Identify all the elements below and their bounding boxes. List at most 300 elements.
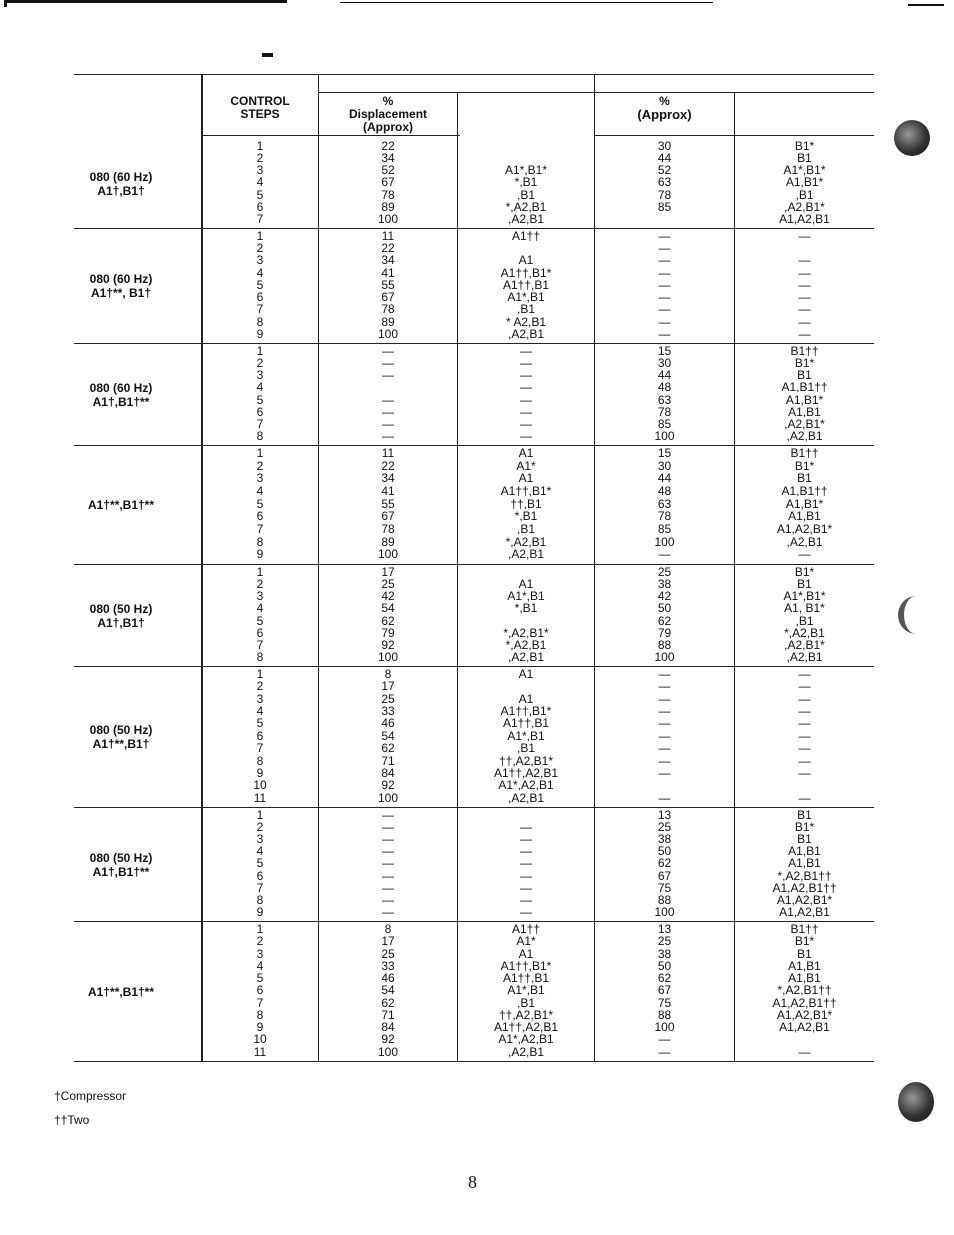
table-cell: A1* [516,934,536,949]
compressors-2-col [735,923,874,1058]
displacement-1-col [319,230,457,340]
table-cell: — [798,704,811,719]
table-cell: A1* [516,458,536,473]
group-separator [74,921,874,922]
table-cell: — [382,892,394,907]
table-cell: — [658,265,671,280]
compressors-2-col [735,140,874,225]
table-cell: 54 [381,601,395,616]
compressors-2-col [735,230,874,340]
table-cell: 11 [381,229,395,243]
table-cell: 2 [256,820,264,835]
table-cell: 7 [256,521,264,536]
table-cell: — [798,716,811,731]
table-cell: 34 [381,151,395,166]
group-separator [74,228,874,229]
table-cell: A1*,B1 [507,983,545,998]
steps-col [203,345,317,442]
table-cell: 22 [381,241,395,256]
table-cell: A1,B1 [788,844,821,859]
table-cell: 10 [253,778,267,793]
compressors-1-col [458,668,594,804]
table-cell: 17 [381,679,395,694]
table-cell: A1,B1 [788,958,821,973]
table-cell: 46 [381,716,395,731]
table-cell: A1*,B1 [507,728,545,743]
table-cell: 5 [256,187,264,202]
header-control-steps: CONTROL STEPS [230,94,290,121]
table-cell: 55 [381,496,395,511]
table-cell: 62 [381,741,395,756]
table-cell: 89 [381,199,395,214]
table-cell: — [382,832,394,847]
table-cell: 1 [256,344,264,358]
steps-col [203,566,317,663]
group-separator [74,564,874,565]
table-cell: 9 [256,326,264,341]
table-cell: 44 [657,368,672,383]
table-cell: 1 [256,446,264,460]
table-cell: 100 [654,649,675,664]
table-cell: 6 [256,728,264,743]
table-cell: — [798,765,811,780]
steps-col [203,447,317,561]
table-cell: 67 [381,509,395,524]
displacement-2-col [595,447,734,561]
table-cell: 4 [256,483,264,498]
table-cell: — [382,344,394,358]
table-cell: — [382,844,394,859]
unit-label-line: A1†,B1† [97,183,145,198]
table-cell: A1††,A2,B1 [493,765,559,780]
table-cell: A1, B1* [784,601,825,616]
table-cell: 50 [657,958,672,973]
table-cell: ,B1 [516,302,535,317]
table-cell: A1†† [511,229,541,243]
table-cell: *,A2,B1 [784,625,825,640]
table-cell: 78 [381,187,395,202]
table-cell: 41 [381,483,395,498]
table-cell: *,B1 [514,175,538,190]
table-cell: 85 [657,199,672,214]
table-cell [458,140,594,152]
table-cell: 75 [657,995,672,1010]
table-cell: 100 [377,326,399,341]
unit-label-line: 080 (60 Hz) [89,169,153,184]
table-cell: 11 [253,790,267,805]
table-cell: *,A2,B1 [505,534,547,549]
table-cell: 71 [381,753,395,768]
table-cell: 7 [256,416,264,431]
table-cell: A1,A2,B1 [779,211,830,226]
table-cell: — [520,880,532,895]
table-cell [735,1033,874,1045]
table-cell: A1††,B1 [502,277,550,292]
displacement-1-col [319,345,457,442]
table-cell: 78 [657,509,672,524]
table-cell: A1††,B1* [500,265,552,280]
table-cell: B1* [794,139,815,153]
table-cell: A1,B1 [788,509,821,524]
table-cell: 13 [657,922,672,936]
unit-label-line: 080 (50 Hz) [89,723,153,737]
table-cell: 13 [657,808,672,822]
table-top-rule [74,74,874,75]
table-cell: — [798,667,811,681]
table-cell: ††,B1 [510,496,542,511]
table-cell: B1†† [790,922,819,936]
table-cell: 8 [256,649,264,664]
table-cell: 2 [256,679,264,694]
unit-label-line: 080 (50 Hz) [89,850,153,865]
table-cell: 3 [256,163,264,178]
table-cell: — [658,229,671,243]
displacement-2-col [595,923,734,1058]
table-cell: — [520,380,532,395]
displacement-1-col [319,809,457,918]
table-cell: 7 [256,741,264,756]
table-cell: 92 [381,1032,395,1047]
table-cell: 6 [256,625,264,640]
unit-label-line: A1†,B1† [97,615,145,630]
table-cell: 100 [654,1020,675,1035]
table-cell: 9 [256,547,264,562]
table-cell: 52 [657,163,672,178]
table-cell: — [382,904,394,919]
table-cell: 44 [657,151,672,166]
table-cell: 17 [381,565,395,579]
table-cell: A1,A2,B1* [776,1007,833,1022]
table-cell: A1,A2,B1* [776,892,833,907]
table-cell: — [520,392,532,407]
group-separator [74,343,874,344]
table-cell: 62 [657,856,672,871]
table-cell: — [798,547,811,562]
table-cell: 46 [381,971,395,986]
header-sub-rule [318,92,874,93]
page-number: 8 [468,1172,477,1192]
table-cell: 62 [657,971,672,986]
table-cell: — [658,716,671,731]
table-cell: A1††,A2,B1 [493,1020,559,1035]
table-cell: ,A2,B1 [507,211,545,226]
table-cell: 8 [384,667,392,681]
table-cell: 67 [657,868,672,883]
table-cell: 79 [657,625,672,640]
unit-label [46,498,196,512]
table-cell: 3 [256,832,264,847]
table-cell: — [658,679,671,694]
table-cell: — [382,392,394,407]
binder-hole-mark [898,596,934,634]
binder-hole-mark [894,120,930,156]
table-cell: 54 [381,983,395,998]
table-cell: 2 [256,577,264,592]
table-cell: B1†† [790,344,819,358]
table-cell: 4 [256,265,264,280]
table-cell: 3 [256,253,264,268]
top-rule-corner [4,0,7,7]
table-cell: 100 [377,547,399,562]
table-cell: 4 [256,704,264,719]
table-cell: A1,B1* [785,496,824,511]
table-cell: A1,A2,B1 [779,904,830,919]
table-cell: B1* [794,356,815,371]
table-cell: 22 [381,458,395,473]
displacement-2-col [595,566,734,663]
table-cell: 5 [256,392,264,407]
unit-label-line: 080 (50 Hz) [89,601,153,616]
table-cell: 33 [381,704,395,719]
table-cell: 75 [657,880,672,895]
table-cell: B1 [797,368,812,383]
table-cell: 78 [381,521,395,536]
table-cell: A1,A2,B1* [776,521,833,536]
table-cell: B1* [794,820,815,835]
displacement-2-col [595,668,734,804]
table-cell: 88 [657,637,672,652]
compressors-1-col [458,345,594,442]
group-separator [74,1061,874,1062]
compressors-2-col [735,566,874,663]
unit-label-line: A1†**, B1† [90,286,152,300]
unit-label [46,602,196,630]
table-cell: 42 [381,589,395,604]
table-cell: ,A2,B1 [507,1044,545,1059]
table-cell: 41 [381,265,395,280]
table-cell: — [382,404,394,419]
table-cell: ,A2,B1 [507,790,545,805]
table-cell: 33 [381,958,395,973]
table-cell: 100 [377,649,399,664]
table-cell: 7 [256,211,264,226]
table-cell: A1*,A2,B1 [498,778,554,793]
table-cell: A1,B1 [788,856,821,871]
table-cell: 100 [377,211,399,226]
table-cell: 62 [657,613,672,628]
table-cell: 2 [256,356,264,371]
table-cell: — [658,314,671,329]
table-cell: ,A2,B1 [507,326,545,341]
unit-label [46,272,196,300]
table-cell: 7 [256,995,264,1010]
table-cell: 100 [654,428,675,443]
unit-label-line: 080 (60 Hz) [89,380,153,395]
compressors-1-col [458,809,594,918]
table-cell: 5 [256,277,264,292]
footnote-two: ††Two [54,1113,90,1127]
table-cell: A1,B1†† [781,483,828,498]
table-cell: 5 [256,716,264,731]
table-cell: 11 [253,1044,267,1059]
table-cell: 30 [657,458,672,473]
table-cell: ††,A2,B1* [498,1007,554,1022]
compressors-2-col [735,809,874,918]
table-cell: 34 [381,253,395,268]
table-cell: 85 [657,521,672,536]
table-cell: — [382,856,394,871]
table-cell: 2 [256,241,264,256]
table-cell: 67 [381,175,395,190]
displacement-1-col [319,566,457,663]
table-cell: 17 [381,934,395,949]
table-cell: 63 [657,496,672,511]
table-cell: 78 [657,187,672,202]
unit-label [46,170,196,198]
table-cell: 89 [381,314,395,329]
table-cell: 9 [256,765,264,780]
table-cell: 3 [256,471,264,486]
table-cell: — [520,428,532,443]
displacement-2-col [595,140,734,225]
table-cell: B1 [797,832,812,847]
table-cell [458,615,594,627]
table-cell: A1 [518,946,534,961]
table-cell: 38 [657,832,672,847]
table-cell: 100 [377,790,399,805]
steps-col [203,140,317,225]
table-cell: 8 [256,314,264,329]
table-cell: A1†† [511,922,541,936]
unit-label-line: A1†,B1†** [92,394,150,409]
table-cell: 8 [384,922,392,936]
top-rule-left [4,0,287,3]
table-cell: 1 [256,667,264,681]
table-cell: 3 [256,589,264,604]
table-cell: ,B1 [516,995,535,1010]
table-cell: — [520,344,532,358]
unit-label-line: A1†**,B1†** [87,984,155,999]
binder-hole-mark [898,1082,934,1122]
table-cell: 6 [256,509,264,524]
unit-label-line: A1†**,B1† [92,737,150,751]
table-cell: 11 [381,446,395,460]
table-cell: 15 [657,446,672,460]
header-bottom-rule [202,135,460,136]
table-cell: — [798,277,811,292]
table-cell: — [798,741,811,756]
table-cell: ,B1 [795,613,814,628]
table-cell: 100 [377,1044,399,1059]
table-cell: — [798,753,811,768]
table-cell: 7 [256,880,264,895]
table-cell: 5 [256,856,264,871]
table-cell: 4 [256,601,264,616]
table-cell: A1*,A2,B1 [498,1032,554,1047]
table-cell: — [382,416,394,431]
table-cell: — [658,790,671,805]
table-cell: 78 [381,302,395,317]
table-cell: — [520,904,532,919]
table-cell: A1††,B1* [500,704,552,719]
table-cell: 85 [657,416,672,431]
table-cell: A1,B1* [785,175,824,190]
table-cell: 5 [256,971,264,986]
table-cell: 9 [256,904,264,919]
footnote-compressor: †Compressor [54,1089,127,1103]
table-cell: — [798,691,811,706]
displacement-1-col [319,447,457,561]
table-cell: A1*,B1 [507,589,545,604]
table-cell: — [658,728,671,743]
table-cell: 6 [256,868,264,883]
table-cell: *,B1 [514,509,538,524]
compressors-1-col [458,566,594,663]
table-cell: 63 [657,175,672,190]
table-cell: — [658,691,671,706]
table-cell: ,A2,B1* [784,637,825,652]
table-cell: 10 [253,1032,267,1047]
table-cell: — [658,1032,671,1047]
table-cell: — [798,302,811,317]
table-cell: 2 [256,458,264,473]
compressors-2-col [735,345,874,442]
table-cell: A1 [518,667,534,681]
table-cell: A1,B1 [788,404,821,419]
unit-label [46,381,196,409]
table-cell: 6 [256,404,264,419]
table-cell: 4 [256,380,264,395]
table-cell: — [798,314,811,329]
table-cell: 6 [256,199,264,214]
table-cell: — [382,356,394,371]
table-cell: — [798,728,811,743]
table-cell: A1 [518,446,534,460]
table-cell: *,A2,B1 [505,199,547,214]
unit-label [46,723,196,751]
table-cell: 8 [256,1007,264,1022]
table-cell: 8 [256,428,264,443]
table-cell: 3 [256,691,264,706]
displacement-1-col [319,668,457,804]
table-cell: * A2,B1 [505,314,547,329]
footnotes [54,1084,126,1132]
table-cell: — [382,880,394,895]
table-cell: — [658,753,671,768]
table-cell: — [798,1044,811,1059]
table-cell: 3 [256,946,264,961]
table-cell: 7 [256,302,264,317]
table-cell: — [520,416,532,431]
table-cell: — [382,868,394,883]
table-cell: 25 [381,946,395,961]
table-cell: 8 [256,892,264,907]
table-cell: 50 [657,601,672,616]
table-cell: 78 [657,404,672,419]
steps-col [203,923,317,1058]
unit-label-line: A1†,B1†** [92,864,150,879]
table-cell: — [382,820,394,835]
table-cell: 9 [256,1020,264,1035]
table-cell: — [520,404,532,419]
table-cell: ††,A2,B1* [498,753,554,768]
table-cell: 1 [256,139,264,153]
table-cell: 25 [381,577,395,592]
displacement-1-col [319,140,457,225]
table-cell: — [658,667,671,681]
table-cell: A1††,B1 [502,716,550,731]
top-rule-right [908,4,944,6]
displacement-2-col [595,230,734,340]
table-cell: — [382,368,394,383]
table-cell: — [520,844,532,859]
table-cell: *,A2,B1†† [777,983,832,998]
compressors-2-col [735,447,874,561]
table-cell: 30 [657,139,672,153]
table-cell: B1* [794,934,815,949]
compressors-2-col [735,668,874,804]
table-cell: A1,B1* [785,392,824,407]
